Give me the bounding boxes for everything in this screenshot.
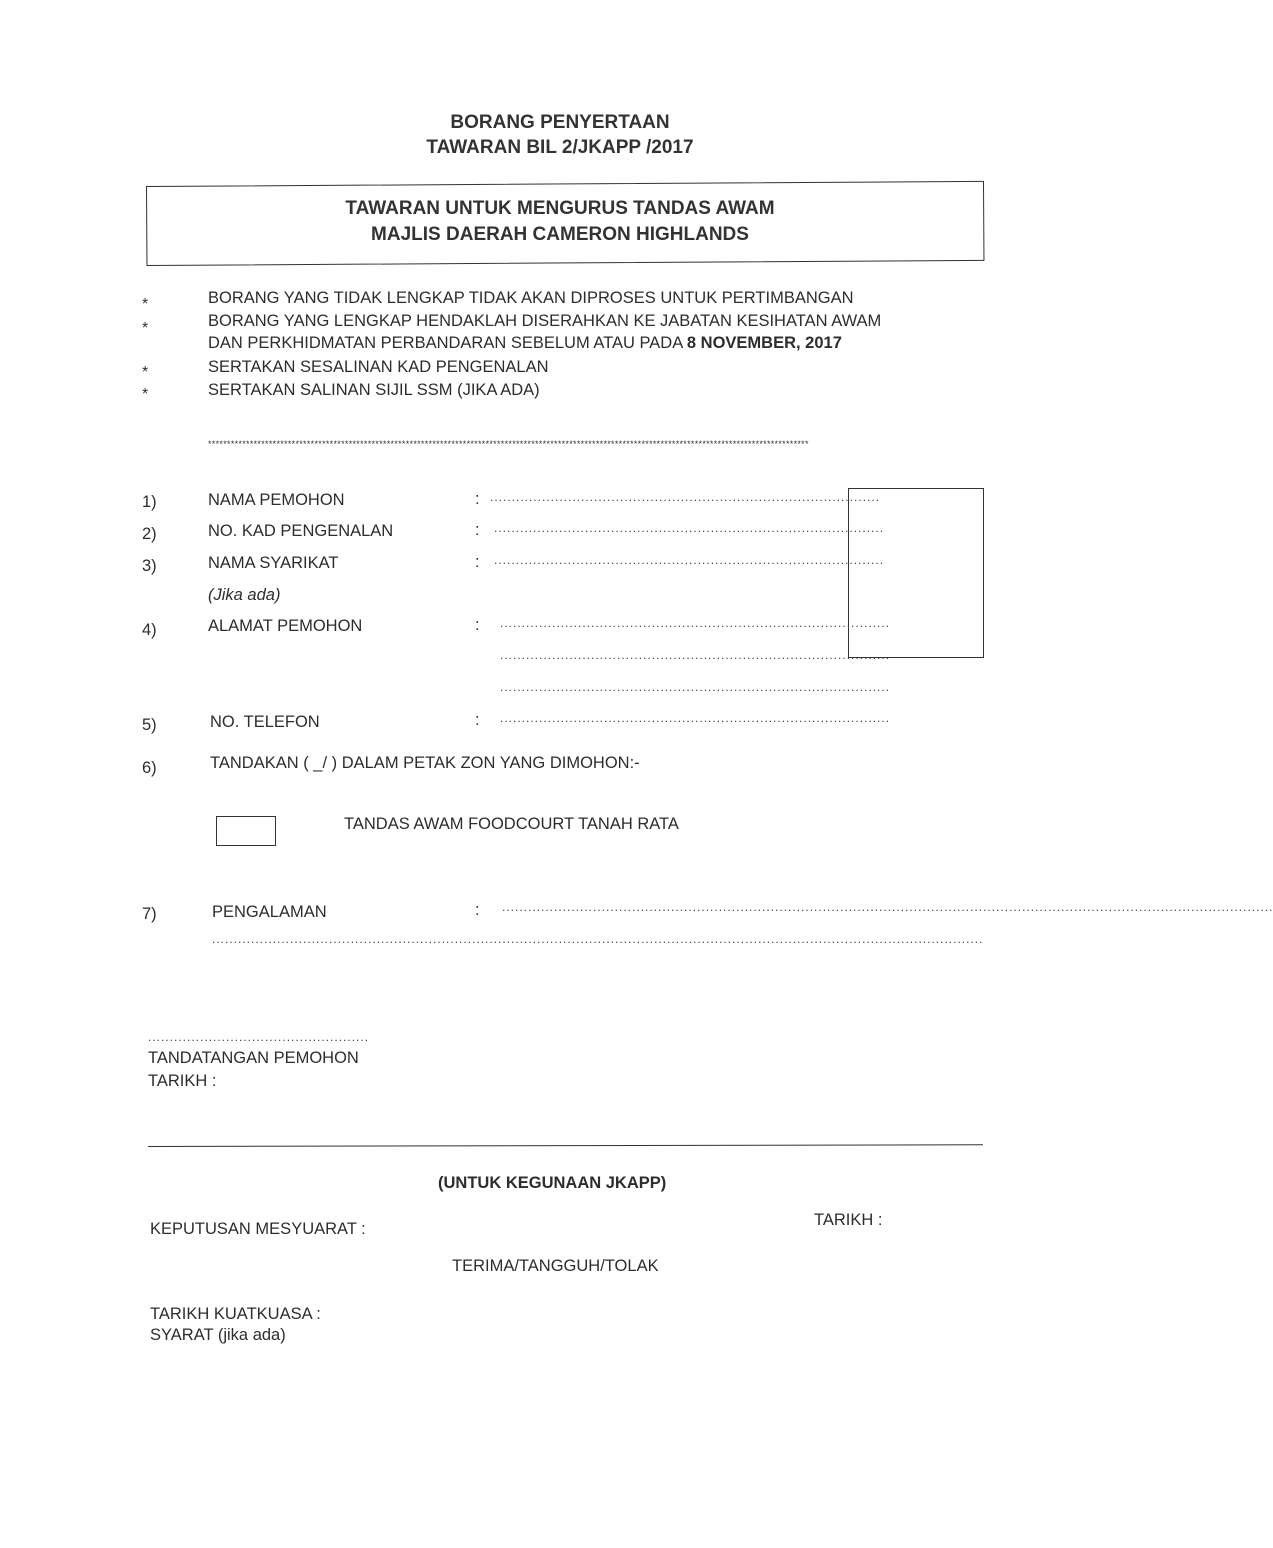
note-ic-copy: SERTAKAN SESALINAN KAD PENGENALAN bbox=[208, 358, 549, 376]
ic-number-label: NO. KAD PENGENALAN bbox=[208, 522, 394, 540]
field-number: 7) bbox=[142, 905, 157, 923]
field-number: 5) bbox=[142, 716, 157, 734]
meeting-decision-label: KEPUTUSAN MESYUARAT : bbox=[150, 1220, 366, 1238]
zone-checkbox[interactable] bbox=[216, 816, 276, 846]
experience-field-line-2[interactable]: .................................................................................................................................................................................. bbox=[212, 932, 984, 946]
note-submission: BORANG YANG LENGKAP HENDAKLAH DISERAHKAN KE JABATAN KESIHATAN AWAM bbox=[208, 312, 882, 330]
field-colon: : bbox=[475, 616, 480, 634]
decision-date-label: TARIKH : bbox=[814, 1211, 883, 1229]
office-use-heading: (UNTUK KEGUNAAN JKAPP) bbox=[438, 1174, 667, 1192]
office-use-divider bbox=[148, 1144, 983, 1147]
field-colon: : bbox=[475, 553, 480, 571]
note-submission-deadline bbox=[208, 334, 842, 353]
council-name: MAJLIS DAERAH CAMERON HIGHLANDS bbox=[371, 224, 749, 245]
phone-field[interactable]: .......................................................................................... bbox=[500, 711, 891, 725]
address-line-3-field[interactable]: .......................................................................................... bbox=[500, 680, 891, 694]
zone-option-label: TANDAS AWAM FOODCOURT TANAH RATA bbox=[344, 815, 679, 833]
address-line-1-field[interactable]: .......................................................................................... bbox=[500, 616, 891, 630]
separator-line: ************************************************************************************************************************************************************** bbox=[208, 439, 809, 449]
deadline-date: 8 NOVEMBER, 2017 bbox=[686, 334, 842, 352]
field-colon: : bbox=[475, 901, 480, 919]
field-colon: : bbox=[475, 490, 480, 508]
note-incomplete-form: BORANG YANG TIDAK LENGKAP TIDAK AKAN DIPROSES UNTUK PERTIMBANGAN bbox=[208, 289, 854, 307]
applicant-name-label: NAMA PEMOHON bbox=[208, 491, 345, 509]
address-line-2-field[interactable]: .......................................................................................... bbox=[500, 648, 891, 662]
applicant-name-field[interactable]: .......................................................................................... bbox=[490, 490, 881, 504]
field-number: 3) bbox=[142, 557, 157, 575]
company-optional-note: (Jika ada) bbox=[208, 586, 281, 604]
bullet-star: * bbox=[142, 364, 149, 381]
phone-label: NO. TELEFON bbox=[210, 713, 320, 731]
offer-title: TAWARAN UNTUK MENGURUS TANDAS AWAM bbox=[345, 198, 775, 219]
field-number: 6) bbox=[142, 759, 157, 777]
signature-label: TANDATANGAN PEMOHON bbox=[148, 1049, 359, 1067]
decision-options: TERIMA/TANGGUH/TOLAK bbox=[452, 1257, 659, 1275]
conditions-label: SYARAT (jika ada) bbox=[150, 1326, 286, 1344]
field-colon: : bbox=[475, 521, 480, 539]
effective-date-label: TARIKH KUATKUASA : bbox=[150, 1305, 321, 1323]
signature-line[interactable]: ................................................... bbox=[148, 1030, 370, 1044]
field-number: 1) bbox=[142, 493, 157, 511]
bullet-star: * bbox=[142, 296, 149, 313]
deadline-prefix: DAN PERKHIDMATAN PERBANDARAN SEBELUM ATAU PADA bbox=[208, 334, 687, 352]
form-title: BORANG PENYERTAAN bbox=[450, 112, 670, 133]
note-ssm-copy: SERTAKAN SALINAN SIJIL SSM (JIKA ADA) bbox=[208, 381, 540, 399]
applicant-address-label: ALAMAT PEMOHON bbox=[208, 617, 363, 635]
experience-label: PENGALAMAN bbox=[212, 903, 327, 921]
bullet-star: * bbox=[142, 386, 149, 403]
company-name-label: NAMA SYARIKAT bbox=[208, 554, 339, 572]
photo-box bbox=[848, 488, 984, 658]
field-colon: : bbox=[475, 711, 480, 729]
ic-number-field[interactable]: .......................................................................................... bbox=[494, 521, 885, 535]
offer-reference: TAWARAN BIL 2/JKAPP /2017 bbox=[426, 137, 694, 158]
experience-field-line-1[interactable]: .................................................................................................................................................................................. bbox=[502, 900, 1273, 914]
field-number: 2) bbox=[142, 525, 157, 543]
company-name-field[interactable]: .......................................................................................... bbox=[494, 553, 885, 567]
bullet-star: * bbox=[142, 320, 149, 337]
zone-instruction: TANDAKAN ( _/ ) DALAM PETAK ZON YANG DIMOHON:- bbox=[210, 754, 640, 772]
signature-date-label: TARIKH : bbox=[148, 1072, 217, 1090]
field-number: 4) bbox=[142, 621, 157, 639]
